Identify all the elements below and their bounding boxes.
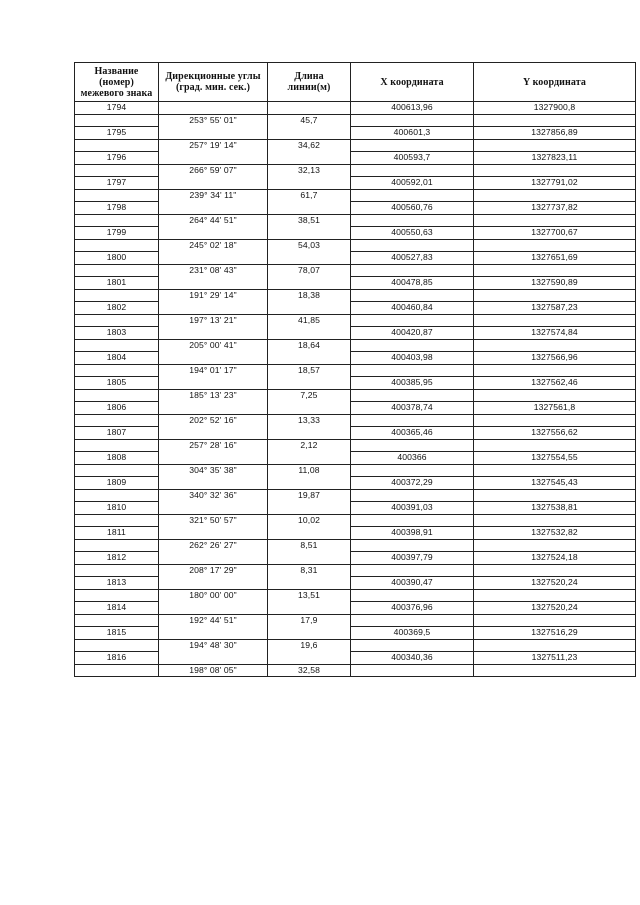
empty-cell <box>351 514 474 527</box>
table-row-segment <box>75 389 636 402</box>
direction-angle-cell: 321° 50' 57" <box>159 514 268 527</box>
table-row-segment <box>75 314 636 327</box>
point-name-cell: 1808 <box>75 452 159 465</box>
empty-cell <box>159 552 268 565</box>
table-row-point <box>75 602 636 615</box>
line-length-cell: 32,58 <box>268 664 351 677</box>
table-row-segment <box>75 664 636 677</box>
point-name-cell: 1811 <box>75 527 159 540</box>
y-coordinate-cell: 1327545,43 <box>474 477 636 490</box>
table-row-point <box>75 302 636 315</box>
y-coordinate-cell: 1327587,23 <box>474 302 636 315</box>
direction-angle-cell: 197° 13' 21" <box>159 314 268 327</box>
table-row-point <box>75 102 636 115</box>
table-row-segment <box>75 364 636 377</box>
empty-cell <box>268 127 351 140</box>
table-row-point <box>75 477 636 490</box>
direction-angle-cell: 257° 28' 16" <box>159 439 268 452</box>
x-coordinate-cell: 400365,46 <box>351 427 474 440</box>
empty-cell <box>351 139 474 152</box>
empty-cell <box>159 127 268 140</box>
point-name-cell: 1816 <box>75 652 159 665</box>
x-coordinate-cell: 400390,47 <box>351 577 474 590</box>
direction-angle-cell: 194° 48' 30" <box>159 639 268 652</box>
line-length-cell: 2,12 <box>268 439 351 452</box>
table-row-segment <box>75 164 636 177</box>
table-row-point <box>75 327 636 340</box>
empty-cell <box>474 164 636 177</box>
point-name-cell: 1809 <box>75 477 159 490</box>
empty-cell <box>159 502 268 515</box>
y-coordinate-cell: 1327554,55 <box>474 452 636 465</box>
empty-cell <box>268 477 351 490</box>
table-row-point <box>75 502 636 515</box>
x-coordinate-cell: 400403,98 <box>351 352 474 365</box>
table-row-segment <box>75 239 636 252</box>
table-row-segment <box>75 464 636 477</box>
empty-cell <box>474 189 636 202</box>
line-length-cell: 61,7 <box>268 189 351 202</box>
y-coordinate-cell: 1327532,82 <box>474 527 636 540</box>
table-row-point <box>75 377 636 390</box>
empty-cell <box>75 239 159 252</box>
point-name-cell: 1796 <box>75 152 159 165</box>
empty-cell <box>75 564 159 577</box>
direction-angle-cell: 194° 01' 17" <box>159 364 268 377</box>
x-coordinate-cell: 400340,36 <box>351 652 474 665</box>
point-name-cell: 1807 <box>75 427 159 440</box>
line-length-cell: 18,57 <box>268 364 351 377</box>
y-coordinate-cell: 1327511,23 <box>474 652 636 665</box>
direction-angle-cell: 239° 34' 11" <box>159 189 268 202</box>
empty-cell <box>75 614 159 627</box>
empty-cell <box>159 252 268 265</box>
empty-cell <box>268 452 351 465</box>
table-row-segment <box>75 439 636 452</box>
header-y-coordinate: Y координата <box>474 63 636 102</box>
empty-cell <box>474 589 636 602</box>
empty-cell <box>268 302 351 315</box>
y-coordinate-cell: 1327561,8 <box>474 402 636 415</box>
empty-cell <box>268 152 351 165</box>
table-row-segment <box>75 114 636 127</box>
y-coordinate-cell: 1327700,67 <box>474 227 636 240</box>
empty-cell <box>159 352 268 365</box>
empty-cell <box>474 464 636 477</box>
table-row-point <box>75 652 636 665</box>
table-row-segment <box>75 614 636 627</box>
empty-cell <box>474 264 636 277</box>
empty-cell <box>159 277 268 290</box>
empty-cell <box>75 139 159 152</box>
line-length-cell: 19,87 <box>268 489 351 502</box>
table-row-segment <box>75 589 636 602</box>
line-length-cell: 10,02 <box>268 514 351 527</box>
point-name-cell: 1810 <box>75 502 159 515</box>
empty-cell <box>474 289 636 302</box>
direction-angle-cell: 266° 59' 07" <box>159 164 268 177</box>
point-name-cell: 1812 <box>75 552 159 565</box>
empty-cell <box>474 439 636 452</box>
table-row-segment <box>75 514 636 527</box>
empty-cell <box>268 327 351 340</box>
empty-cell <box>159 627 268 640</box>
empty-cell <box>474 339 636 352</box>
empty-cell <box>268 202 351 215</box>
table-row-segment <box>75 639 636 652</box>
empty-cell <box>75 264 159 277</box>
empty-cell <box>268 352 351 365</box>
table-row-point <box>75 402 636 415</box>
empty-cell <box>351 289 474 302</box>
table-row-point <box>75 577 636 590</box>
empty-cell <box>474 114 636 127</box>
empty-cell <box>159 477 268 490</box>
line-length-cell: 18,38 <box>268 289 351 302</box>
table-row-point <box>75 252 636 265</box>
line-length-cell: 18,64 <box>268 339 351 352</box>
x-coordinate-cell: 400420,87 <box>351 327 474 340</box>
y-coordinate-cell: 1327823,11 <box>474 152 636 165</box>
direction-angle-cell: 340° 32' 36" <box>159 489 268 502</box>
direction-angle-cell: 208° 17' 29" <box>159 564 268 577</box>
empty-cell <box>351 164 474 177</box>
header-line-length: Длина линии(м) <box>268 63 351 102</box>
header-point-name: Название (номер) межевого знака <box>75 63 159 102</box>
point-name-cell: 1814 <box>75 602 159 615</box>
x-coordinate-cell: 400376,96 <box>351 602 474 615</box>
table-row-point <box>75 452 636 465</box>
empty-cell <box>75 439 159 452</box>
point-name-cell: 1798 <box>75 202 159 215</box>
table-row-point <box>75 427 636 440</box>
empty-cell <box>159 527 268 540</box>
empty-cell <box>268 277 351 290</box>
empty-cell <box>75 639 159 652</box>
table-row-segment <box>75 214 636 227</box>
empty-cell <box>268 552 351 565</box>
line-length-cell: 7,25 <box>268 389 351 402</box>
table-row-segment <box>75 264 636 277</box>
direction-angle-cell: 198° 08' 05" <box>159 664 268 677</box>
empty-cell <box>351 539 474 552</box>
empty-cell <box>474 389 636 402</box>
empty-cell <box>268 102 351 115</box>
empty-cell <box>75 664 159 677</box>
line-length-cell: 32,13 <box>268 164 351 177</box>
empty-cell <box>351 589 474 602</box>
y-coordinate-cell: 1327791,02 <box>474 177 636 190</box>
point-name-cell: 1804 <box>75 352 159 365</box>
line-length-cell: 8,31 <box>268 564 351 577</box>
direction-angle-cell: 185° 13' 23" <box>159 389 268 402</box>
direction-angle-cell: 262° 26' 27" <box>159 539 268 552</box>
table-row-point <box>75 527 636 540</box>
y-coordinate-cell: 1327574,84 <box>474 327 636 340</box>
table-row-segment <box>75 539 636 552</box>
y-coordinate-cell: 1327590,89 <box>474 277 636 290</box>
direction-angle-cell: 257° 19' 14" <box>159 139 268 152</box>
point-name-cell: 1799 <box>75 227 159 240</box>
point-name-cell: 1795 <box>75 127 159 140</box>
direction-angle-cell: 180° 00' 00" <box>159 589 268 602</box>
empty-cell <box>474 414 636 427</box>
x-coordinate-cell: 400601,3 <box>351 127 474 140</box>
direction-angle-cell: 202° 52' 16" <box>159 414 268 427</box>
x-coordinate-cell: 400372,29 <box>351 477 474 490</box>
y-coordinate-cell: 1327556,62 <box>474 427 636 440</box>
empty-cell <box>75 314 159 327</box>
empty-cell <box>268 527 351 540</box>
direction-angle-cell: 205° 00' 41" <box>159 339 268 352</box>
table-row-point <box>75 177 636 190</box>
direction-angle-cell: 304° 35' 38" <box>159 464 268 477</box>
y-coordinate-cell: 1327562,46 <box>474 377 636 390</box>
empty-cell <box>351 564 474 577</box>
empty-cell <box>351 364 474 377</box>
direction-angle-cell: 245° 02' 18" <box>159 239 268 252</box>
point-name-cell: 1805 <box>75 377 159 390</box>
empty-cell <box>474 564 636 577</box>
point-name-cell: 1813 <box>75 577 159 590</box>
empty-cell <box>159 377 268 390</box>
empty-cell <box>159 452 268 465</box>
empty-cell <box>351 264 474 277</box>
point-name-cell: 1803 <box>75 327 159 340</box>
table-row-point <box>75 627 636 640</box>
direction-angle-cell: 264° 44' 51" <box>159 214 268 227</box>
line-length-cell: 17,9 <box>268 614 351 627</box>
empty-cell <box>268 602 351 615</box>
line-length-cell: 45,7 <box>268 114 351 127</box>
table-row-segment <box>75 414 636 427</box>
empty-cell <box>268 577 351 590</box>
empty-cell <box>268 652 351 665</box>
empty-cell <box>75 589 159 602</box>
x-coordinate-cell: 400527,83 <box>351 252 474 265</box>
x-coordinate-cell: 400378,74 <box>351 402 474 415</box>
empty-cell <box>268 402 351 415</box>
empty-cell <box>159 152 268 165</box>
point-name-cell: 1806 <box>75 402 159 415</box>
empty-cell <box>351 664 474 677</box>
line-length-cell: 54,03 <box>268 239 351 252</box>
empty-cell <box>474 514 636 527</box>
empty-cell <box>159 202 268 215</box>
x-coordinate-cell: 400478,85 <box>351 277 474 290</box>
empty-cell <box>474 239 636 252</box>
direction-angle-cell: 191° 29' 14" <box>159 289 268 302</box>
x-coordinate-cell: 400369,5 <box>351 627 474 640</box>
direction-angle-cell: 231° 08' 43" <box>159 264 268 277</box>
empty-cell <box>159 327 268 340</box>
empty-cell <box>159 402 268 415</box>
line-length-cell: 34,62 <box>268 139 351 152</box>
empty-cell <box>474 539 636 552</box>
empty-cell <box>159 102 268 115</box>
empty-cell <box>75 289 159 302</box>
table-header-row <box>75 63 636 102</box>
table-row-segment <box>75 564 636 577</box>
table-row-point <box>75 152 636 165</box>
empty-cell <box>474 364 636 377</box>
direction-angle-cell: 192° 44' 51" <box>159 614 268 627</box>
x-coordinate-cell: 400366 <box>351 452 474 465</box>
empty-cell <box>474 664 636 677</box>
empty-cell <box>268 377 351 390</box>
line-length-cell: 19,6 <box>268 639 351 652</box>
x-coordinate-cell: 400550,63 <box>351 227 474 240</box>
direction-angle-cell: 253° 55' 01" <box>159 114 268 127</box>
table-row-segment <box>75 289 636 302</box>
empty-cell <box>351 489 474 502</box>
empty-cell <box>75 489 159 502</box>
line-length-cell: 13,51 <box>268 589 351 602</box>
y-coordinate-cell: 1327538,81 <box>474 502 636 515</box>
empty-cell <box>474 614 636 627</box>
empty-cell <box>351 314 474 327</box>
empty-cell <box>159 577 268 590</box>
table-row-point <box>75 202 636 215</box>
empty-cell <box>474 639 636 652</box>
empty-cell <box>268 427 351 440</box>
x-coordinate-cell: 400398,91 <box>351 527 474 540</box>
y-coordinate-cell: 1327524,18 <box>474 552 636 565</box>
table-row-point <box>75 277 636 290</box>
x-coordinate-cell: 400593,7 <box>351 152 474 165</box>
empty-cell <box>474 139 636 152</box>
empty-cell <box>474 314 636 327</box>
y-coordinate-cell: 1327737,82 <box>474 202 636 215</box>
line-length-cell: 13,33 <box>268 414 351 427</box>
x-coordinate-cell: 400613,96 <box>351 102 474 115</box>
table-row-point <box>75 552 636 565</box>
empty-cell <box>268 227 351 240</box>
line-length-cell: 38,51 <box>268 214 351 227</box>
empty-cell <box>75 389 159 402</box>
empty-cell <box>351 464 474 477</box>
header-x-coordinate: X координата <box>351 63 474 102</box>
point-name-cell: 1794 <box>75 102 159 115</box>
point-name-cell: 1797 <box>75 177 159 190</box>
table-row-point <box>75 127 636 140</box>
line-length-cell: 41,85 <box>268 314 351 327</box>
x-coordinate-cell: 400460,84 <box>351 302 474 315</box>
table-row-point <box>75 352 636 365</box>
empty-cell <box>268 502 351 515</box>
x-coordinate-cell: 400385,95 <box>351 377 474 390</box>
empty-cell <box>351 639 474 652</box>
empty-cell <box>351 114 474 127</box>
x-coordinate-cell: 400560,76 <box>351 202 474 215</box>
y-coordinate-cell: 1327651,69 <box>474 252 636 265</box>
point-name-cell: 1801 <box>75 277 159 290</box>
table-row-segment <box>75 489 636 502</box>
empty-cell <box>351 389 474 402</box>
y-coordinate-cell: 1327900,8 <box>474 102 636 115</box>
y-coordinate-cell: 1327520,24 <box>474 602 636 615</box>
empty-cell <box>351 339 474 352</box>
empty-cell <box>159 177 268 190</box>
empty-cell <box>159 227 268 240</box>
empty-cell <box>75 189 159 202</box>
x-coordinate-cell: 400391,03 <box>351 502 474 515</box>
empty-cell <box>351 614 474 627</box>
boundary-coordinates-table <box>74 62 636 677</box>
empty-cell <box>75 414 159 427</box>
empty-cell <box>159 652 268 665</box>
point-name-cell: 1815 <box>75 627 159 640</box>
empty-cell <box>75 339 159 352</box>
table-row-point <box>75 227 636 240</box>
y-coordinate-cell: 1327566,96 <box>474 352 636 365</box>
empty-cell <box>351 214 474 227</box>
table-row-segment <box>75 189 636 202</box>
empty-cell <box>159 302 268 315</box>
empty-cell <box>351 414 474 427</box>
empty-cell <box>75 539 159 552</box>
x-coordinate-cell: 400592,01 <box>351 177 474 190</box>
empty-cell <box>268 252 351 265</box>
header-direction-angle: Дирекционные углы (град. мин. сек.) <box>159 63 268 102</box>
empty-cell <box>75 114 159 127</box>
empty-cell <box>75 514 159 527</box>
table-row-segment <box>75 139 636 152</box>
point-name-cell: 1800 <box>75 252 159 265</box>
y-coordinate-cell: 1327856,89 <box>474 127 636 140</box>
table-row-segment <box>75 339 636 352</box>
empty-cell <box>75 364 159 377</box>
empty-cell <box>351 439 474 452</box>
y-coordinate-cell: 1327520,24 <box>474 577 636 590</box>
empty-cell <box>474 489 636 502</box>
empty-cell <box>159 427 268 440</box>
line-length-cell: 11,08 <box>268 464 351 477</box>
y-coordinate-cell: 1327516,29 <box>474 627 636 640</box>
x-coordinate-cell: 400397,79 <box>351 552 474 565</box>
empty-cell <box>268 627 351 640</box>
empty-cell <box>351 239 474 252</box>
line-length-cell: 78,07 <box>268 264 351 277</box>
point-name-cell: 1802 <box>75 302 159 315</box>
line-length-cell: 8,51 <box>268 539 351 552</box>
empty-cell <box>75 464 159 477</box>
empty-cell <box>474 214 636 227</box>
empty-cell <box>75 164 159 177</box>
empty-cell <box>351 189 474 202</box>
empty-cell <box>75 214 159 227</box>
empty-cell <box>268 177 351 190</box>
empty-cell <box>159 602 268 615</box>
